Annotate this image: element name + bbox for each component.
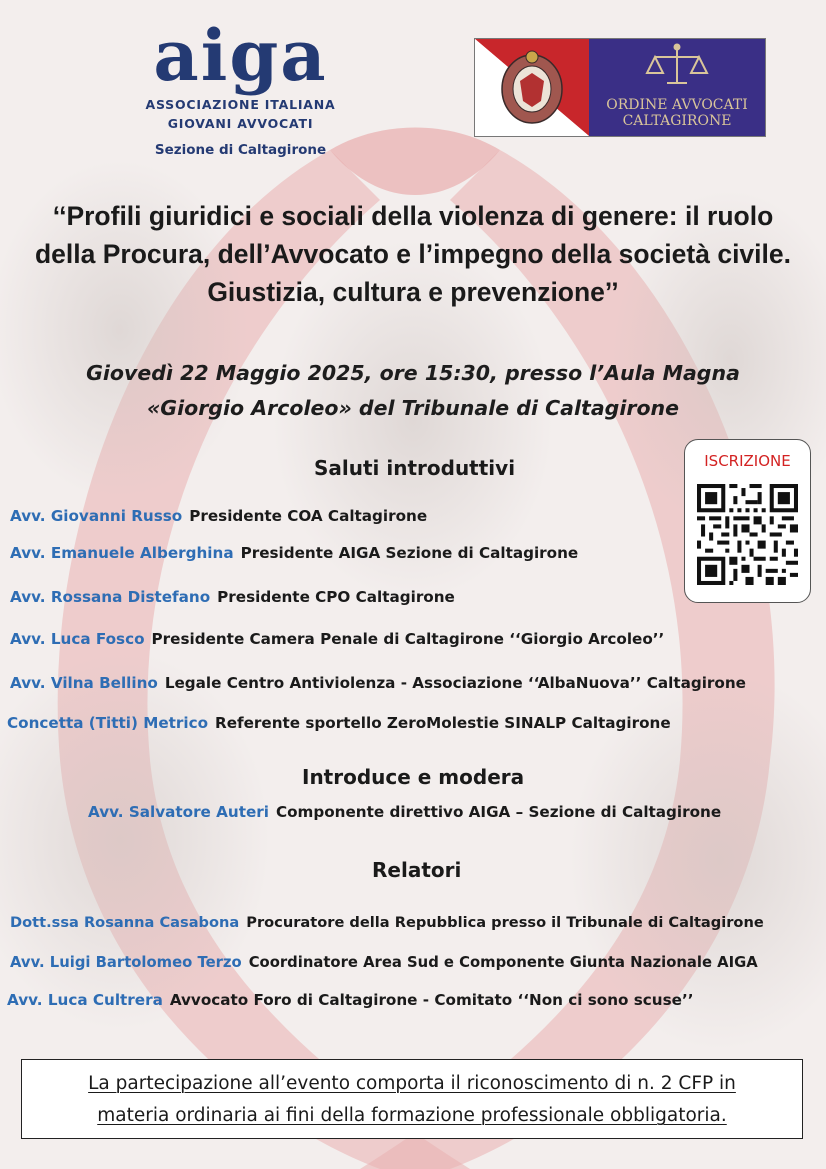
speaker-role: Componente direttivo AIGA – Sezione di Caltagirone bbox=[275, 803, 722, 821]
cfp-notice-line2: materia ordinaria ai fini della formazione professionale obbligatoria. bbox=[97, 1105, 727, 1126]
qr-code-icon[interactable] bbox=[697, 484, 798, 585]
speaker-role: Referente sportello ZeroMolestie SINALP Caltagirone bbox=[215, 714, 671, 732]
event-date-line2: «Giorgio Arcoleo» del Tribunale di Caltagirone bbox=[146, 396, 680, 420]
event-title bbox=[0, 197, 826, 311]
ordine-name-line2: CALTAGIRONE bbox=[622, 113, 732, 129]
speaker-name: Concetta (Titti) Metrico bbox=[7, 714, 209, 732]
ordine-panel bbox=[589, 39, 765, 136]
ordine-name bbox=[589, 97, 765, 129]
saluti-row-5 bbox=[10, 674, 746, 692]
relatori-row-1 bbox=[10, 914, 764, 931]
saluti-heading: Saluti introduttivi bbox=[314, 456, 516, 480]
speaker-name: Avv. Salvatore Auteri bbox=[88, 803, 269, 821]
event-title-line3: Giustizia, cultura e prevenzione’’ bbox=[207, 277, 619, 307]
speaker-name: Avv. Luca Cultrera bbox=[7, 991, 163, 1009]
saluti-row-6 bbox=[7, 714, 671, 732]
event-title-line2: della Procura, dell’Avvocato e l’impegno della società civile. bbox=[34, 239, 791, 269]
scales-of-justice-icon bbox=[589, 39, 765, 95]
cfp-notice bbox=[21, 1059, 803, 1139]
ordine-flag bbox=[475, 39, 589, 136]
speaker-name: Avv. Vilna Bellino bbox=[10, 674, 158, 692]
moderatore-row bbox=[88, 803, 721, 821]
event-title-line1: ‘‘Profili giuridici e sociali della violenza di genere: il ruolo bbox=[52, 201, 774, 231]
speaker-role: Presidente CPO Caltagirone bbox=[217, 588, 455, 606]
aiga-subtitle-line1: ASSOCIAZIONE ITALIANA bbox=[145, 97, 336, 112]
speaker-name: Avv. Luca Fosco bbox=[10, 630, 145, 648]
speaker-name: Avv. Giovanni Russo bbox=[10, 507, 183, 525]
aiga-section: Sezione di Caltagirone bbox=[154, 142, 327, 158]
aiga-logo bbox=[118, 14, 363, 158]
saluti-row-4 bbox=[10, 630, 664, 648]
ordine-avvocati-logo bbox=[474, 38, 766, 137]
speaker-name: Dott.ssa Rosanna Casabona bbox=[10, 914, 240, 931]
registration-label: ISCRIZIONE bbox=[704, 452, 791, 470]
speaker-role: Legale Centro Antiviolenza - Associazione ‘‘AlbaNuova’’ Caltagirone bbox=[164, 674, 746, 692]
speaker-name: Avv. Emanuele Alberghina bbox=[10, 544, 234, 562]
relatori-row-3 bbox=[7, 991, 693, 1009]
event-date-line1: Giovedì 22 Maggio 2025, ore 15:30, presso l’Aula Magna bbox=[86, 361, 740, 385]
saluti-row-2 bbox=[10, 544, 578, 562]
speaker-name: Avv. Luigi Bartolomeo Terzo bbox=[10, 954, 242, 971]
relatori-heading: Relatori bbox=[372, 858, 462, 882]
speaker-role: Presidente AIGA Sezione di Caltagirone bbox=[240, 544, 579, 562]
cfp-notice-line1: La partecipazione all’evento comporta il riconoscimento di n. 2 CFP in bbox=[88, 1073, 736, 1094]
aiga-subtitle-line2: GIOVANI AVVOCATI bbox=[167, 116, 314, 131]
speaker-role: Avvocato Foro di Caltagirone - Comitato ‘‘Non ci sono scuse’’ bbox=[169, 991, 694, 1009]
relatori-row-2 bbox=[10, 954, 758, 971]
speaker-role: Coordinatore Area Sud e Componente Giunta Nazionale AIGA bbox=[248, 954, 758, 971]
registration-qr-card[interactable] bbox=[684, 439, 811, 603]
saluti-row-1 bbox=[10, 507, 427, 525]
ordine-name-line1: ORDINE AVVOCATI bbox=[606, 97, 748, 113]
saluti-row-3 bbox=[10, 588, 455, 606]
speaker-role: Presidente COA Caltagirone bbox=[189, 507, 428, 525]
aiga-wordmark: aiga bbox=[153, 14, 328, 97]
moderatore-heading: Introduce e modera bbox=[302, 765, 525, 789]
event-date-venue bbox=[0, 356, 826, 426]
speaker-name: Avv. Rossana Distefano bbox=[10, 588, 211, 606]
speaker-role: Procuratore della Repubblica presso il Tribunale di Caltagirone bbox=[246, 914, 764, 931]
speaker-role: Presidente Camera Penale di Caltagirone ‘‘Giorgio Arcoleo’’ bbox=[151, 630, 665, 648]
